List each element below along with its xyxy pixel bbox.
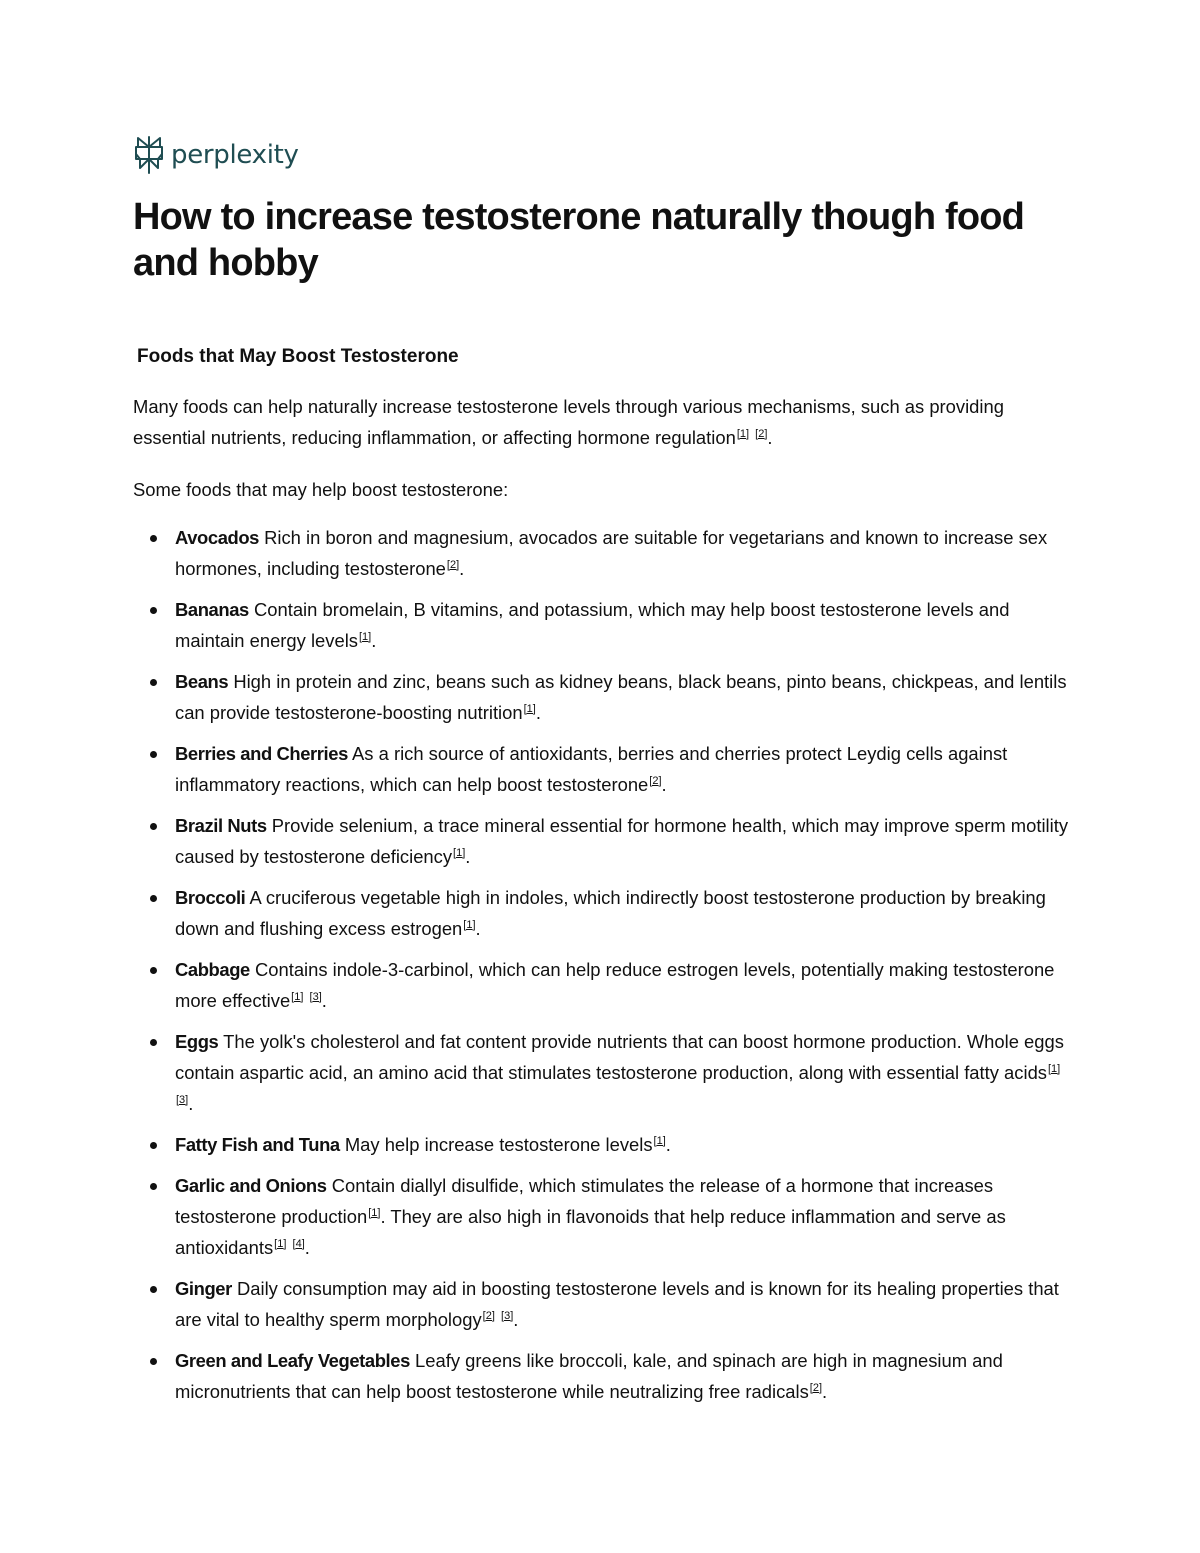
section-heading: Foods that May Boost Testosterone	[137, 346, 459, 367]
citation-link[interactable]: [1]	[274, 1237, 287, 1250]
citation-link[interactable]: [1]	[1048, 1062, 1061, 1075]
citation-link[interactable]: [1]	[453, 846, 466, 859]
citation-link[interactable]: [2]	[809, 1381, 823, 1394]
food-name: Brazil Nuts	[175, 815, 267, 836]
citation-link[interactable]: [1]	[653, 1134, 666, 1147]
list-item	[133, 522, 1073, 584]
food-description: .	[459, 558, 465, 579]
list-item	[133, 666, 1073, 728]
food-description: Leafy greens like broccoli, kale, and spinach are high in magnesium and micronutrients that can help boost testosterone while neutralizing free radicals	[175, 1350, 1003, 1402]
brand-name: perplexity	[171, 140, 299, 170]
bullet-icon	[150, 1039, 157, 1046]
food-name: Ginger	[175, 1278, 232, 1299]
list-item	[133, 954, 1073, 1016]
citation-link[interactable]: [1]	[523, 702, 536, 715]
food-description: High in protein and zinc, beans such as kidney beans, black beans, pinto beans, chickpeas, and lentils can provide testosterone-boosting nutrition	[175, 671, 1067, 723]
food-description: .	[371, 630, 377, 651]
bullet-icon	[150, 967, 157, 974]
food-description: The yolk's cholesterol and fat content provide nutrients that can boost hormone production. Whole eggs contain aspartic acid, an amino acid that stimulates testosterone production, along with essential fatty acids	[175, 1031, 1064, 1083]
list-item	[133, 1129, 1073, 1160]
bullet-icon	[150, 751, 157, 758]
food-description: . They are also high in flavonoids that help reduce inflammation and serve as antioxidants	[175, 1206, 1006, 1258]
page-title: How to increase testosterone naturally though food and hobby	[133, 196, 1025, 284]
bullet-icon	[150, 679, 157, 686]
brand-logo	[133, 134, 299, 176]
food-name: Broccoli	[175, 887, 246, 908]
bullet-icon	[150, 535, 157, 542]
food-description: Contain diallyl disulfide, which stimulates the release of a hormone that increases testosterone production	[175, 1175, 994, 1227]
list-item	[133, 1345, 1073, 1407]
food-description: .	[304, 1237, 310, 1258]
list-item	[133, 594, 1073, 656]
food-description: Contain bromelain, B vitamins, and potassium, which may help boost testosterone levels and maintain energy levels	[175, 599, 1010, 651]
list-item	[133, 738, 1073, 800]
food-description: .	[465, 846, 471, 867]
citation-link[interactable]: [3]	[501, 1309, 514, 1322]
citation-link[interactable]: [3]	[309, 990, 322, 1003]
food-description: Provide selenium, a trace mineral essential for hormone health, which may improve sperm motility caused by testosterone deficiency	[175, 815, 1069, 867]
intro-text: Many foods can help naturally increase testosterone levels through various mechanisms, such as providing essential nutrients, reducing inflammation, or affecting hormone regulation	[133, 396, 1004, 448]
food-description: As a rich source of antioxidants, berries and cherries protect Leydig cells against inflammatory reactions, which can help boost testosterone	[175, 743, 1008, 795]
food-name: Beans	[175, 671, 229, 692]
food-description: .	[661, 774, 667, 795]
food-name: Berries and Cherries	[175, 743, 348, 764]
food-description: .	[475, 918, 481, 939]
food-description: Daily consumption may aid in boosting testosterone levels and is known for its healing properties that are vital to healthy sperm morphology	[175, 1278, 1059, 1330]
bullet-icon	[150, 1183, 157, 1190]
food-description: May help increase testosterone levels	[339, 1134, 653, 1155]
food-description: Contains indole-3-carbinol, which can help reduce estrogen levels, potentially making testosterone more effective	[175, 959, 1055, 1011]
citation-link[interactable]: [2]	[755, 427, 768, 440]
food-name: Cabbage	[175, 959, 250, 980]
perplexity-logo-icon	[133, 135, 165, 175]
food-description: .	[321, 990, 327, 1011]
citation-link[interactable]: [2]	[446, 558, 460, 571]
food-description: .	[513, 1309, 519, 1330]
food-name: Green and Leafy Vegetables	[175, 1350, 410, 1371]
citation-link[interactable]: [3]	[176, 1093, 189, 1106]
citation-link[interactable]: [1]	[358, 630, 372, 643]
citation-link[interactable]: [2]	[649, 774, 662, 787]
citation-link[interactable]: [1]	[368, 1206, 381, 1219]
bullet-icon	[150, 823, 157, 830]
food-list	[133, 522, 1073, 1417]
bullet-icon	[150, 1358, 157, 1365]
food-description: .	[822, 1381, 828, 1402]
food-name: Avocados	[175, 527, 260, 548]
citation-link[interactable]: [1]	[736, 427, 750, 440]
list-item	[133, 1273, 1073, 1335]
food-name: Bananas	[175, 599, 249, 620]
list-item	[133, 1170, 1073, 1263]
bullet-icon	[150, 1286, 157, 1293]
food-description: .	[665, 1134, 671, 1155]
food-name: Garlic and Onions	[175, 1175, 327, 1196]
food-name: Fatty Fish and Tuna	[175, 1134, 340, 1155]
bullet-icon	[150, 607, 157, 614]
intro-paragraph: Many foods can help naturally increase testosterone levels through various mechanisms, such as providing essential nutrients, reducing inflammation, or affecting hormone regulation[1] [2].	[133, 396, 1004, 448]
food-description: .	[188, 1093, 194, 1114]
food-description: Rich in boron and magnesium, avocados are suitable for vegetarians and known to increase sex hormones, including testosterone	[175, 527, 1048, 579]
list-item	[133, 882, 1073, 944]
list-item	[133, 810, 1073, 872]
citation-link[interactable]: [2]	[482, 1309, 495, 1322]
citation-link[interactable]: [1]	[463, 918, 476, 931]
list-lead-text: Some foods that may help boost testosterone:	[133, 479, 509, 500]
food-name: Eggs	[175, 1031, 219, 1052]
citation-link[interactable]: [1]	[291, 990, 304, 1003]
food-description: A cruciferous vegetable high in indoles, which indirectly boost testosterone production by breaking down and flushing excess estrogen	[175, 887, 1046, 939]
food-description: .	[535, 702, 541, 723]
bullet-icon	[150, 895, 157, 902]
citation-link[interactable]: [4]	[292, 1237, 305, 1250]
bullet-icon	[150, 1142, 157, 1149]
list-item	[133, 1026, 1073, 1119]
